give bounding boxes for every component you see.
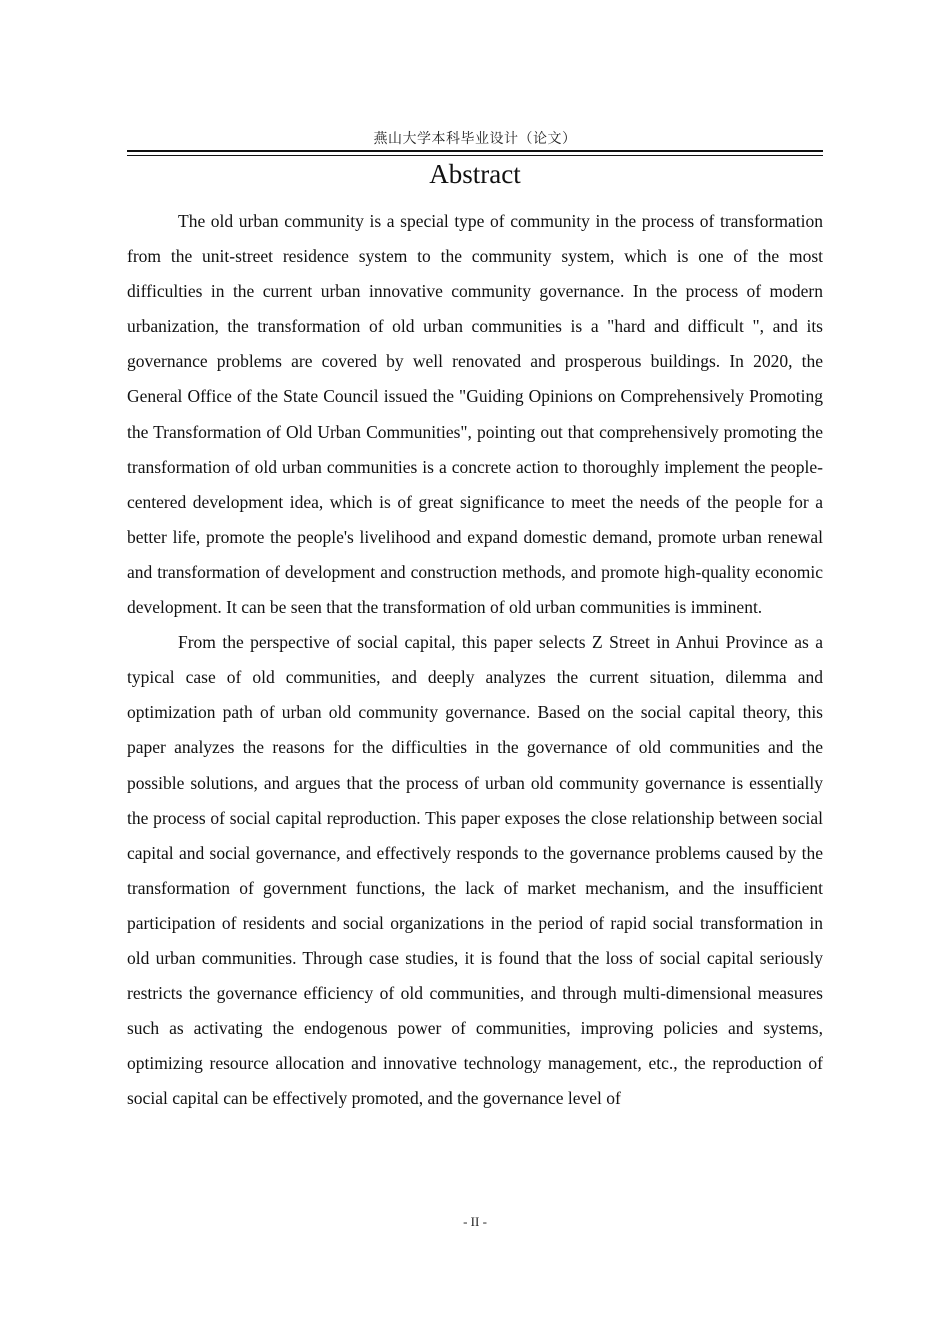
abstract-title: Abstract xyxy=(429,159,521,189)
running-header: 燕山大学本科毕业设计（论文） xyxy=(373,131,577,147)
abstract-body xyxy=(127,204,823,1116)
header-rule-thick xyxy=(127,150,823,152)
abstract-paragraph: The old urban community is a special type of community in the process of transformation from the unit-street residence system to the community system, which is one of the most difficulties in the current urban innovative community governance. In the process of modern urbanization, the transformation of old urban communities is a "hard and difficult ", and its governance problems are covered by well renovated and prosperous buildings. In 2020, the General Office of the State Council issued the "Guiding Opinions on Comprehensively Promoting the Transformation of Old Urban Communities", pointing out that comprehensively promoting the transformation of old urban communities is a concrete action to thoroughly implement the people-centered development idea, which is of great significance to meet the needs of the people for a better life, promote the people's livelihood and expand domestic demand, promote urban renewal and transformation of development and construction methods, and promote high-quality economic development. It can be seen that the transformation of old urban communities is imminent. xyxy=(127,211,823,618)
page-number: - II - xyxy=(463,1214,487,1229)
abstract-paragraph: From the perspective of social capital, this paper selects Z Street in Anhui Province as a typical case of old communities, and deeply analyzes the current situation, dilemma and optimization path of urban old community governance. Based on the social capital theory, this paper analyzes the reasons for the difficulties in the governance of old communities and the possible solutions, and argues that the process of urban old community governance is essentially the process of social capital reproduction. This paper exposes the close relationship between social capital and social governance, and effectively responds to the governance problems caused by the transformation of government functions, the lack of market mechanism, and the insufficient participation of residents and social organizations in the period of rapid social transformation in old urban communities. Through case studies, it is found that the loss of social capital seriously restricts the governance efficiency of old communities, and through multi-dimensional measures such as activating the endogenous power of communities, improving policies and systems, optimizing resource allocation and innovative technology management, etc., the reproduction of social capital can be effectively promoted, and the governance level of xyxy=(127,632,823,1109)
